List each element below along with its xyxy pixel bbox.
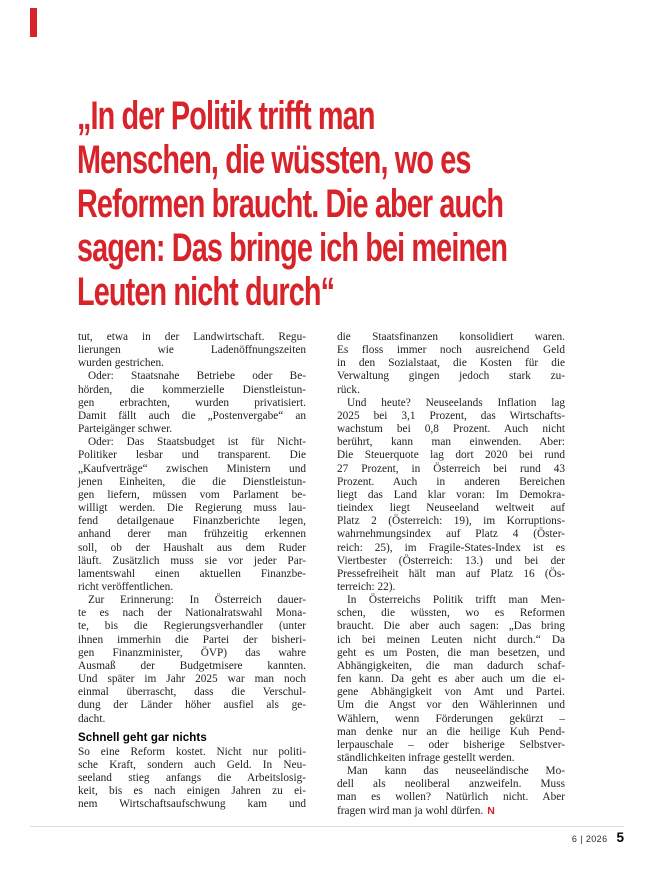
body-text-line: So eine Reform kostet. Nicht nur politi- <box>78 745 306 758</box>
body-text-line: te es nach der Nationalratswahl Mona- <box>78 607 306 620</box>
body-text-line: reich: 25), im Fragile-States-Index ist es <box>337 541 565 554</box>
body-text-line: richt veröffentlichen. <box>78 580 174 593</box>
body-text-line: gen erbrachten, wurden privatisiert. <box>78 396 306 409</box>
page-footer <box>572 830 624 845</box>
section-marker <box>30 8 37 37</box>
body-text-line: man es wollen? Natürlich nicht. Aber <box>337 791 565 804</box>
body-text-line: „Kaufverträge“ zwischen Ministern und <box>78 462 306 475</box>
body-text-line: dell als neoliberal anzweifeln. Muss <box>337 778 565 791</box>
issue-label: 6 | 2026 <box>571 834 608 844</box>
body-text-line: keit, bis es nach einigen Jahren zu ei- <box>78 785 306 798</box>
article-end-mark-icon: N <box>487 804 494 817</box>
body-text-line: In Österreichs Politik trifft man Men- <box>347 594 565 607</box>
body-text-line: ihnen immerhin die Partei der bisheri- <box>78 633 306 646</box>
body-text-line: Die Steuerquote lag dort 2020 bei rund <box>337 449 565 462</box>
headline-line: Menschen, die wüssten, wo es <box>77 138 471 182</box>
body-text-line: Wählern, wenn Förderungen gekürzt – <box>337 712 565 725</box>
article-body <box>78 331 565 818</box>
body-text-line: Und heute? Neuseelands Inflation lag <box>347 396 565 409</box>
body-text-line: Um die Angst vor den Wählerinnen und <box>337 699 565 712</box>
body-text-line: ich bei meinen Leuten nicht durch.“ Da <box>337 633 565 646</box>
body-text-line: gen Finanzminister, ÖVP) das wahre <box>78 646 306 659</box>
body-text-line: schen, die wüssten, wo es Reformen <box>337 607 565 620</box>
body-text-line: berührt, kann man einwenden. Aber: <box>337 436 565 449</box>
body-text-line: Verwaltung gingen jedoch stark zu- <box>337 370 565 383</box>
body-text-line: hörden, die kommerzielle Dienstleistun- <box>78 383 306 396</box>
body-text-line: läuft. Zusätzlich muss sie vor jeder Par- <box>78 554 306 567</box>
body-text-line: 27 Prozent, in Österreich bei rund 43 <box>337 462 565 475</box>
body-text-line: braucht. Die aber auch sagen: „Das bring <box>337 620 565 633</box>
body-text-line: dacht. <box>78 712 106 725</box>
body-text-line: Prozent. Auch in anderen Bereichen <box>337 475 565 488</box>
body-text-line: lierungen wie Ladenöffnungszeiten <box>78 344 306 357</box>
body-text-line: geht es um Posten, die man besetzen, und <box>337 646 565 659</box>
body-text-line: Viertbester (Österreich: 13.) und bei der <box>337 554 565 567</box>
body-text-line: man denke nur an die heilige Kuh Pend- <box>337 725 565 738</box>
body-text-line: soll, ob der Haushalt aus dem Ruder <box>78 541 306 554</box>
page-number: 5 <box>616 830 624 845</box>
body-text-line: rück. <box>337 383 360 396</box>
body-column-left <box>78 331 306 818</box>
body-text-line: Und später im Jahr 2025 war man noch <box>78 673 306 686</box>
body-text-line: anhand derer man frühzeitig erkennen <box>78 528 306 541</box>
body-text-line: nem Wirtschaftsaufschwung kam und <box>78 798 306 811</box>
body-text-line: wahrnehmungsindex auf Platz 4 (Öster- <box>337 528 565 541</box>
headline-line: „In der Politik trifft man <box>77 94 375 138</box>
body-text-line: fen kann. Da geht es aber auch um die ei- <box>337 673 565 686</box>
body-text-line: gen liefern, müssen vom Parlament be- <box>78 488 306 501</box>
body-text-line: gene Abhängigkeit von Amt und Partei. <box>337 686 565 699</box>
body-text-line: wachstum bei 0,8 Prozent. Auch nicht <box>337 423 565 436</box>
body-text-line: Ausmaß der Budgetmisere kannten. <box>78 659 306 672</box>
body-text-line: Parteigänger schwer. <box>78 423 173 436</box>
body-text-line: wurden gestrichen. <box>78 357 164 370</box>
body-text-line: Damit fällt auch die „Postenvergabe“ an <box>78 409 306 422</box>
body-text-line: die Staatsfinanzen konsolidiert waren. <box>337 331 565 343</box>
body-text-line: tut, etwa in der Landwirtschaft. Regu- <box>78 331 306 343</box>
body-text-line: in den Sozialstaat, die Kosten für die <box>337 357 565 370</box>
body-text-line: Man kann das neuseeländische Mo- <box>347 765 565 778</box>
body-text-line: te, bis die Regierungsverhandler (unter <box>78 620 306 633</box>
body-text-line: sche Kraft, sondern auch Geld. In Neu- <box>78 759 306 771</box>
body-text-line: jenen Einheiten, die die Dienstleistun- <box>78 475 306 488</box>
body-text-line: Oder: Staatsnahe Betriebe oder Be- <box>88 370 306 383</box>
pull-quote-headline <box>77 94 624 314</box>
body-text-line: Es floss immer noch ausreichend Geld <box>337 344 565 357</box>
body-text-line: lamentswahl einen aktuellen Finanzbe- <box>78 567 306 580</box>
headline-line: sagen: Das bringe ich bei meinen <box>77 226 508 270</box>
body-text-line: Zur Erinnerung: In Österreich dauer- <box>88 594 306 607</box>
body-text-line: tieindex liegt Neuseeland weltweit auf <box>337 502 565 515</box>
footer-rule <box>30 826 624 827</box>
body-text-line: Pressefreiheit hält man auf Platz 16 (Ös- <box>337 567 565 580</box>
headline-line: Reformen braucht. Die aber auch <box>77 182 504 226</box>
body-text-line: seeland stieg anfangs die Arbeitslosig- <box>78 772 306 785</box>
body-text-line: liegt das Land klar voran: Im Demokra- <box>337 488 565 501</box>
body-text-line: einmal überrascht, dass die Verschul- <box>78 686 306 699</box>
body-column-right <box>337 331 565 818</box>
body-text-line: lerpauschale – oder bisherige Selbstver- <box>337 738 565 751</box>
headline-line: Leuten nicht durch“ <box>77 270 335 314</box>
body-text-line: ständlichkeiten infrage gestellt werden. <box>337 752 515 764</box>
subheading: Schnell geht gar nichts <box>78 731 207 744</box>
body-text-line: Abhängigkeiten, die man dadurch schaf- <box>337 659 565 672</box>
body-text-line: 2025 bei 3,1 Prozent, das Wirtschafts- <box>337 409 565 422</box>
body-text-line: fend detailgenaue Finanzberichte legen, <box>78 515 306 528</box>
body-text-line: Politiker lesbar und transparent. Die <box>78 449 306 462</box>
body-text-line: Platz 2 (Österreich: 19), im Korruptions- <box>337 515 565 528</box>
body-text-line: willigt werden. Die Regierung muss lau- <box>78 502 306 515</box>
body-text-line: dung der Länder höher ausfiel als ge- <box>78 699 306 712</box>
body-text-line: Oder: Das Staatsbudget ist für Nicht- <box>88 436 306 449</box>
body-text-line: terreich: 22). <box>337 580 396 593</box>
body-text-line: fragen wird man ja wohl dürfen. N <box>337 804 494 817</box>
